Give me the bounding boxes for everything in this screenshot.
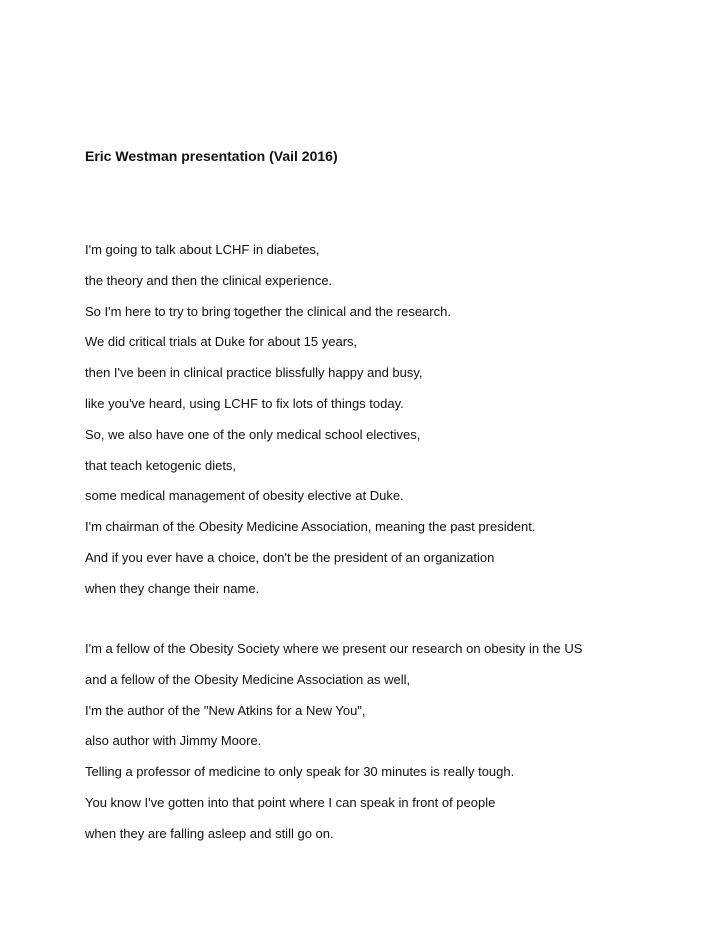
text-line: I'm a fellow of the Obesity Society where we present our research on obesity in the US xyxy=(85,641,583,656)
text-line: I'm chairman of the Obesity Medicine Association, meaning the past president. xyxy=(85,519,536,535)
text-line: that teach ketogenic diets, xyxy=(85,457,237,473)
text-line: So, we also have one of the only medical school electives, xyxy=(85,426,421,442)
text-line: when they are falling asleep and still go on. xyxy=(85,825,334,841)
text-line: the theory and then the clinical experience. xyxy=(85,272,333,288)
text-line: when they change their name. xyxy=(85,580,260,596)
document-title: Eric Westman presentation (Vail 2016) xyxy=(85,148,338,164)
text-line: So I'm here to try to bring together the clinical and the research. xyxy=(85,303,451,319)
text-line: We did critical trials at Duke for about 15 years, xyxy=(85,334,358,350)
paragraph-1 xyxy=(85,240,536,610)
text-line: also author with Jimmy Moore. xyxy=(85,733,262,749)
text-line: You know I've gotten into that point where I can speak in front of people xyxy=(85,794,496,810)
text-line: And if you ever have a choice, don't be the president of an organization xyxy=(85,549,495,565)
text-line: and a fellow of the Obesity Medicine Association as well, xyxy=(85,671,411,687)
text-line: Telling a professor of medicine to only speak for 30 minutes is really tough. xyxy=(85,764,515,780)
text-line: some medical management of obesity elective at Duke. xyxy=(85,488,404,504)
text-line: like you've heard, using LCHF to fix lots of things today. xyxy=(85,395,404,411)
text-line: I'm the author of the "New Atkins for a New You", xyxy=(85,702,366,718)
text-line: I'm going to talk about LCHF in diabetes, xyxy=(85,242,320,257)
paragraph-2 xyxy=(85,639,582,855)
text-line: then I've been in clinical practice blissfully happy and busy, xyxy=(85,365,423,381)
